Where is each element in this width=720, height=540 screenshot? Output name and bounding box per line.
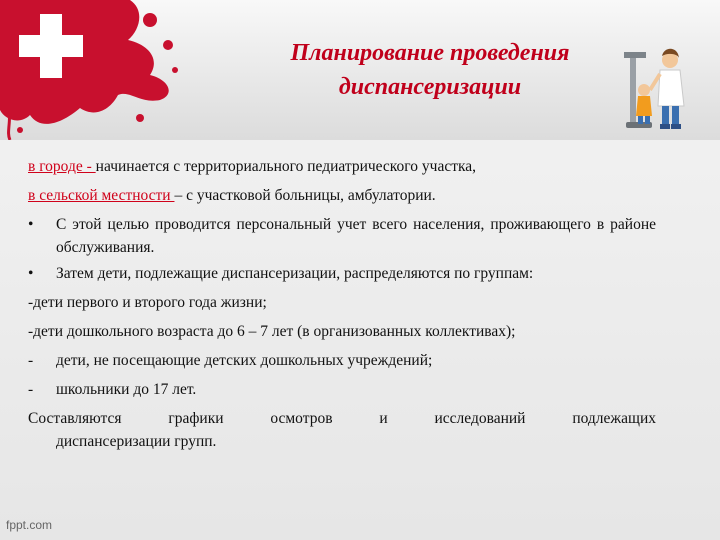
group-item-4 — [28, 375, 656, 404]
rural-text: – с участковой больницы, амбулатории. — [174, 187, 436, 204]
slide-body — [28, 152, 656, 453]
bullet-icon: • — [28, 265, 34, 282]
final-line-2: диспансеризации групп. — [56, 433, 217, 450]
final-paragraph — [28, 404, 656, 453]
group-text-4: школьники до 17 лет. — [56, 381, 197, 398]
red-cross-splat-icon — [0, 0, 200, 140]
group-item-2: -дети дошкольного возраста до 6 – 7 лет (в организованных коллективах); — [28, 323, 516, 340]
group-text-3: дети, не посещающие детских дошкольных учреждений; — [56, 352, 433, 369]
bullet-text-2: Затем дети, подлежащие диспансеризации, распределяются по группам: — [56, 265, 534, 282]
bullet-item-1 — [28, 210, 656, 259]
city-line — [28, 152, 656, 181]
group-item-3 — [28, 346, 656, 375]
slide-title — [200, 36, 660, 104]
doctor-child-scale-icon — [622, 44, 692, 134]
title-line-1: Планирование проведения — [290, 40, 570, 66]
dash-mark: - — [28, 381, 34, 398]
bullet-text-1: С этой целью проводится персональный учет всего населения, проживающего в районе обслуживания. — [56, 216, 656, 256]
bullet-item-2 — [28, 259, 656, 288]
footer-watermark: fppt.com — [6, 518, 53, 532]
dash-mark: - — [28, 352, 34, 369]
title-line-2: диспансеризации — [338, 74, 522, 100]
city-label: в городе - — [28, 158, 96, 175]
bullet-icon: • — [28, 216, 34, 233]
city-text: начинается с территориального педиатрического участка, — [95, 158, 477, 175]
rural-line — [28, 181, 656, 210]
rural-label: в сельской местности — [28, 187, 175, 204]
group-item-1: -дети первого и второго года жизни; — [28, 294, 267, 311]
final-line-1: Составляются графики осмотров и исследований подлежащих — [28, 410, 656, 427]
